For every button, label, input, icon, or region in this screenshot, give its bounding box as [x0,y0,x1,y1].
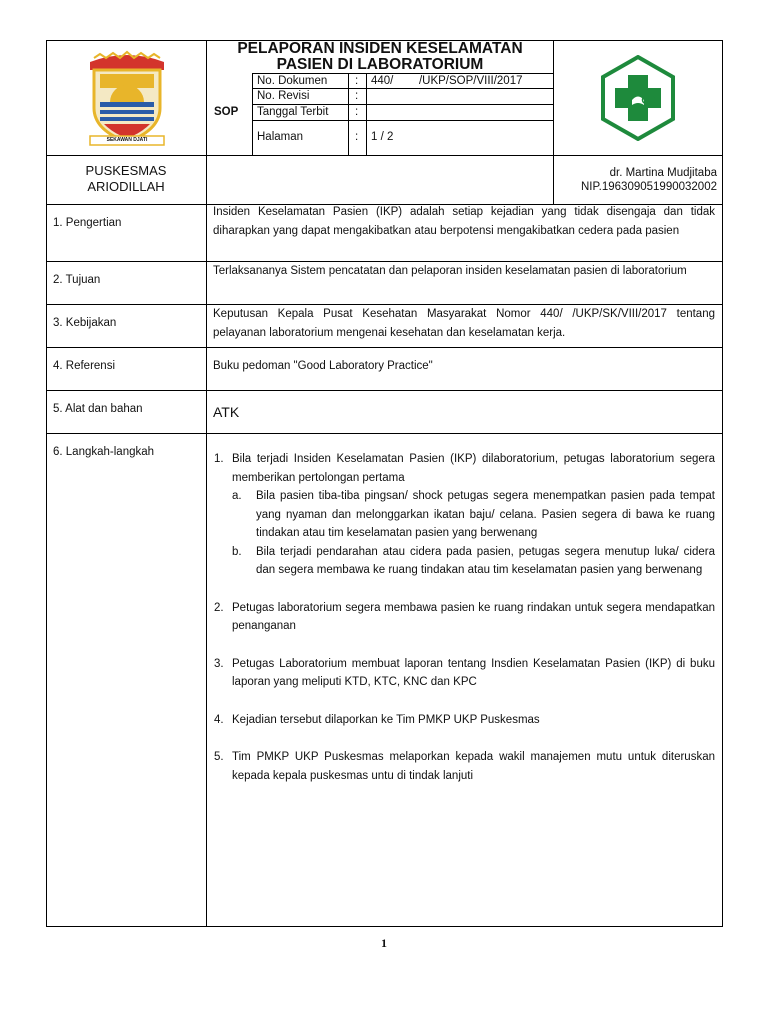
sop-label: SOP [214,106,239,118]
substep-text: Bila terjadi pendarahan atau cidera pada pasien, petugas segera menutup luka/ cidera dan segera membawa ke ruang tindakan atau tim keselamatan pasien yang berwenang [256,545,715,576]
substep-letter: a. [232,490,242,502]
step-item [214,450,715,487]
meta-label-halaman: Halaman [257,131,304,143]
meta-sep: : [355,75,359,87]
page-number: 1 [381,936,387,950]
step-item [214,748,715,785]
label-pengertian: 1. Pengertian [53,217,122,229]
organization-line1: PUSKESMAS [85,163,167,178]
document-title-line2: PASIEN DI LABORATORIUM [276,56,484,73]
step-text: Petugas laboratorium segera membawa pasien ke ruang rindakan untuk segera mendapatkan penanganan [232,601,715,632]
text-tujuan: Terlaksananya Sistem pencatatan dan pelaporan insiden keselamatan pasien di laboratorium [213,265,687,277]
meta-label-no-revisi: No. Revisi [257,90,310,102]
signer-name: dr. Martina Mudjitaba [609,167,717,179]
step-text: Kejadian tersebut dilaporkan ke Tim PMKP UKP Puskesmas [232,713,540,726]
step-number: 3. [214,657,224,670]
signer-block [554,166,717,194]
step-number: 2. [214,601,224,614]
step-text: Tim PMKP UKP Puskesmas melaporkan kepada wakil manajemen mutu untuk diteruskan kepada kepala puskesmas untu di tindak lanjuti [232,751,715,782]
substep-text: Bila pasien tiba-tiba pingsan/ shock petugas segera menempatkan pasien pada tempat yang nyaman dan melonggarkan ikatan baju/ celana. Pasien segera di bawa ke ruang tindakan atau tim keselamatan pasien yang berwenang [256,490,715,539]
text-referensi: Buku pedoman "Good Laboratory Practice" [213,360,433,372]
organization-line2: ARIODILLAH [87,179,165,194]
step-number: 1. [214,453,224,465]
puskesmas-logo [595,55,681,141]
steps-list [214,450,715,785]
text-kebijakan: Keputusan Kepala Pusat Kesehatan Masyarakat Nomor 440/ /UKP/SK/VIII/2017 tentang pelayanan laboratorium mengenai kesehatan dan keselamatan kerja. [213,308,715,339]
meta-value-halaman: 1 / 2 [371,131,394,143]
meta-sep: : [355,131,359,143]
meta-label-tanggal-terbit: Tanggal Terbit [257,106,329,118]
meta-label-no-dokumen: No. Dokumen [257,75,328,87]
regional-emblem-logo [80,50,174,148]
label-alat-dan-bahan: 5. Alat dan bahan [53,403,143,415]
organization-name [46,163,206,195]
substep-letter: b. [232,545,242,558]
substep-item [214,487,715,543]
step-text: Petugas Laboratorium membuat laporan tentang Insdien Keselamatan Pasien (IKP) di buku laporan yang meliputi KTD, KTC, KNC dan KPC [232,657,715,688]
label-langkah-langkah: 6. Langkah-langkah [53,446,155,458]
emblem-caption: SEKAWAN DJATI [106,137,148,143]
text-alat-dan-bahan: ATK [213,404,240,420]
step-item [214,655,715,692]
meta-sep: : [355,90,359,102]
step-item [214,599,715,636]
label-kebijakan: 3. Kebijakan [53,317,117,329]
label-tujuan: 2. Tujuan [53,274,101,286]
step-number: 4. [214,713,224,726]
step-item [214,711,715,730]
signer-nip: NIP.196309051990032002 [580,181,717,193]
label-referensi: 4. Referensi [53,360,116,372]
meta-value-no-dokumen: 440/ /UKP/SOP/VIII/2017 [371,75,523,87]
meta-sep: : [355,106,359,118]
step-text: Bila terjadi Insiden Keselamatan Pasien (IKP) dilaboratorium, petugas laboratorium segera memberikan pertolongan pertama [232,453,715,484]
document-title-line1: PELAPORAN INSIDEN KESELAMATAN [237,40,523,57]
step-number: 5. [214,751,224,763]
substep-item [214,543,715,580]
text-pengertian: Insiden Keselamatan Pasien (IKP) adalah setiap kejadian yang tidak disengaja dan tidak diharapkan yang dapat mengakibatkan atau berpotensi mengakibatkan cedera pada pasien [213,206,715,237]
